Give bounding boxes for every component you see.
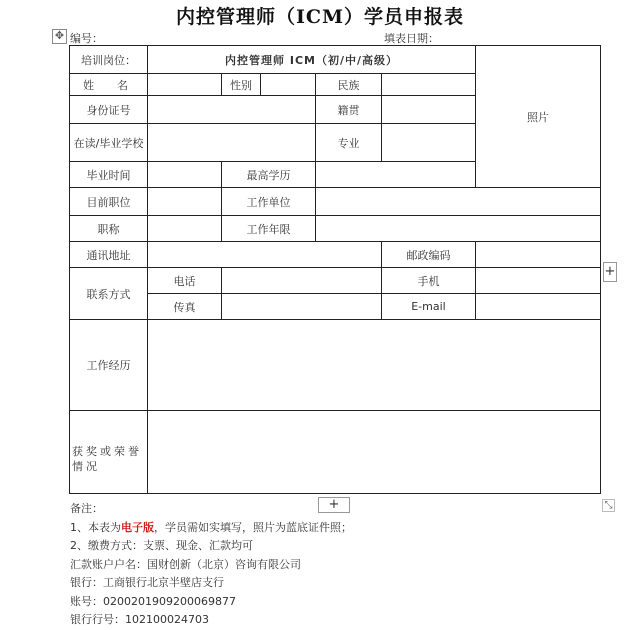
gender-input[interactable] (261, 74, 316, 96)
note-line-4: 银行：工商银行北京半壁店支行 (70, 576, 224, 589)
current-position-input[interactable] (148, 188, 222, 216)
page-title: 内控管理师（ICM）学员申报表 (175, 6, 465, 28)
application-form-table (69, 45, 601, 494)
address-input[interactable] (148, 242, 382, 268)
native-place-input[interactable] (382, 96, 476, 124)
photo-cell[interactable]: 照片 (476, 46, 601, 188)
awards-input[interactable] (148, 411, 601, 494)
mobile-label: 手机 (382, 268, 476, 294)
job-title-label: 职称 (70, 216, 148, 242)
position-label: 培训岗位： (70, 46, 148, 74)
id-number-label: 身份证号 (70, 96, 148, 124)
address-label: 通讯地址 (70, 242, 148, 268)
electronic-version-highlight: 电子版 (121, 520, 154, 534)
major-label: 专业 (316, 124, 382, 162)
awards-label: 获奖或荣誉情况 (70, 411, 148, 494)
work-history-input[interactable] (148, 320, 601, 411)
name-input[interactable] (148, 74, 222, 96)
gender-label: 性别 (222, 74, 261, 96)
postcode-input[interactable] (476, 242, 601, 268)
current-position-label: 目前职位 (70, 188, 148, 216)
work-history-label: 工作经历 (70, 320, 148, 411)
email-input[interactable] (476, 294, 601, 320)
id-number-input[interactable] (148, 96, 316, 124)
name-label: 姓 名 (70, 74, 148, 96)
major-input[interactable] (382, 124, 476, 162)
education-label: 最高学历 (222, 162, 316, 188)
number-label: 编号： (70, 32, 103, 45)
work-years-label: 工作年限 (222, 216, 316, 242)
postcode-label: 邮政编码 (382, 242, 476, 268)
email-label: E-mail (382, 294, 476, 320)
ethnicity-label: 民族 (316, 74, 382, 96)
school-input[interactable] (148, 124, 316, 162)
graduation-time-label: 毕业时间 (70, 162, 148, 188)
employer-input[interactable] (316, 188, 601, 216)
notes-heading: 备注： (70, 502, 103, 515)
position-value: 内控管理师 ICM（初/中/高级） (148, 46, 476, 74)
note-line-6: 银行行号：102100024703 (70, 613, 209, 626)
graduation-time-input[interactable] (148, 162, 222, 188)
school-label: 在读/毕业学校 (70, 124, 148, 162)
add-row-button[interactable]: + (318, 497, 350, 513)
fill-date-label: 填表日期： (384, 32, 439, 45)
ethnicity-input[interactable] (382, 74, 476, 96)
fax-label: 传真 (148, 294, 222, 320)
phone-input[interactable] (222, 268, 382, 294)
note-line-5: 账号：0200201909200069877 (70, 594, 236, 608)
mobile-input[interactable] (476, 268, 601, 294)
table-move-icon[interactable]: ✥ (52, 29, 67, 44)
employer-label: 工作单位 (222, 188, 316, 216)
add-column-button[interactable]: + (603, 262, 617, 282)
education-input[interactable] (316, 162, 476, 188)
job-title-input[interactable] (148, 216, 222, 242)
resize-handle-icon[interactable]: ⤡ (602, 499, 615, 512)
native-place-label: 籍贯 (316, 96, 382, 124)
work-years-input[interactable] (316, 216, 601, 242)
contact-label: 联系方式 (70, 268, 148, 320)
fax-input[interactable] (222, 294, 382, 320)
note-line-1: 1、本表为电子版，学员需如实填写，照片为蓝底证件照； (70, 520, 352, 534)
note-line-2: 2、缴费方式：支票、现金、汇款均可 (70, 539, 253, 552)
phone-label: 电话 (148, 268, 222, 294)
note-line-3: 汇款账户户名：国财创新（北京）咨询有限公司 (70, 557, 301, 571)
notes-section (70, 500, 352, 630)
